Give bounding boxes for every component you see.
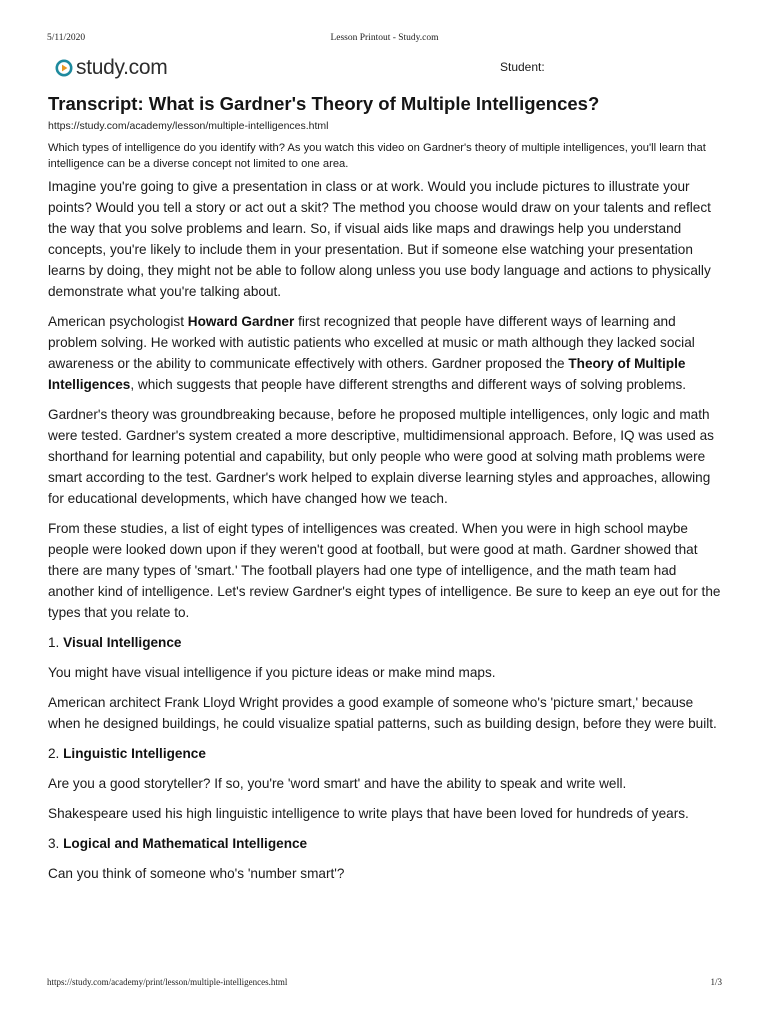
paragraph-intro: Imagine you're going to give a presentation in class or at work. Would you include pictures to illustrate your points? Would you tell a story or act out a skit? The method you choose would draw on your talents and reflect the way that you solve problems and learn. So, if visual aids like maps and drawings help you understand concepts, you're likely to include them in your presentation. But if someone else watching your presentation learns by doing, they might not be able to follow along unless you use body language and actions to physically demonstrate what you're talking about. — [48, 179, 711, 299]
section-heading-linguistic — [48, 743, 724, 764]
text: , which suggests that people have different strengths and different ways of solving problems. — [130, 377, 687, 392]
paragraph-linguistic-2: Shakespeare used his high linguistic intelligence to write plays that have been loved for hundreds of years. — [48, 806, 689, 821]
howard-gardner-term: Howard Gardner — [187, 314, 295, 329]
paragraph-eight-types: From these studies, a list of eight types of intelligences was created. When you were in high school maybe people were looked down upon if they weren't good at football, but were good at math. Gardner showed that there are many types of 'smart.' The football players had one type of intelligence, and the math team had another kind of intelligence. Let's review Gardner's eight types of intelligence. Be sure to keep an eye out for the types that you relate to. — [48, 521, 721, 620]
paragraph-linguistic-1: Are you a good storyteller? If so, you're 'word smart' and have the ability to speak and write well. — [48, 776, 627, 791]
print-date: 5/11/2020 — [47, 33, 86, 43]
heading-number: 2. — [48, 746, 64, 761]
paragraph-visual-1: You might have visual intelligence if you picture ideas or make mind maps. — [48, 665, 496, 680]
heading-number: 1. — [48, 635, 64, 650]
print-url: https://study.com/academy/print/lesson/multiple-intelligences.html — [47, 977, 288, 987]
paragraph-visual-2: American architect Frank Lloyd Wright provides a good example of someone who's 'picture smart,' because when he designed buildings, he could visualize spatial patterns, such as building design, before they were built. — [48, 695, 717, 731]
section-heading-visual — [48, 632, 724, 653]
paragraph-groundbreaking: Gardner's theory was groundbreaking because, before he proposed multiple intelligences, only logic and math were tested. Gardner's system created a more descriptive, multidimensional approach. Before, IQ was used as shorthand for learning potential and capability, but only people who were good at solving math problems were smart according to the test. Gardner's work helped to explain diverse learning styles and approaches, allowing for educational developments, which have changed how we teach. — [48, 407, 714, 506]
heading-label: Linguistic Intelligence — [63, 746, 206, 761]
logo-text: study.com — [76, 56, 168, 79]
heading-label: Visual Intelligence — [63, 635, 182, 650]
heading-label: Logical and Mathematical Intelligence — [63, 836, 308, 851]
print-header — [47, 33, 722, 47]
text: first recognized that people have different ways of learning and problem solving. He worked with autistic patients who excelled at music or math although they lacked social awareness or the ability to communicate effectively with others. Gardner proposed the — [48, 314, 695, 371]
section-heading-logical — [48, 833, 724, 854]
theory-term: Theory of Multiple Intelligences — [48, 356, 686, 392]
page-title: Transcript: What is Gardner's Theory of Multiple Intelligences? — [48, 93, 600, 114]
print-title: Lesson Printout - Study.com — [330, 33, 439, 43]
paragraph-logical-1: Can you think of someone who's 'number smart'? — [48, 866, 345, 881]
student-label: Student: — [500, 60, 545, 74]
lesson-url: https://study.com/academy/lesson/multiple-intelligences.html — [48, 120, 329, 132]
text: American psychologist — [48, 314, 188, 329]
heading-number: 3. — [48, 836, 64, 851]
transcript-body — [48, 176, 724, 893]
page-number: 1/3 — [710, 977, 722, 987]
study-com-logo[interactable] — [55, 55, 167, 81]
play-circle-icon — [55, 59, 73, 77]
paragraph-gardner — [48, 311, 724, 395]
print-footer — [47, 977, 722, 991]
lesson-summary: Which types of intelligence do you identify with? As you watch this video on Gardner's theory of multiple intelligences, you'll learn that intelligence can be a diverse concept not limited to one area. — [48, 142, 706, 170]
